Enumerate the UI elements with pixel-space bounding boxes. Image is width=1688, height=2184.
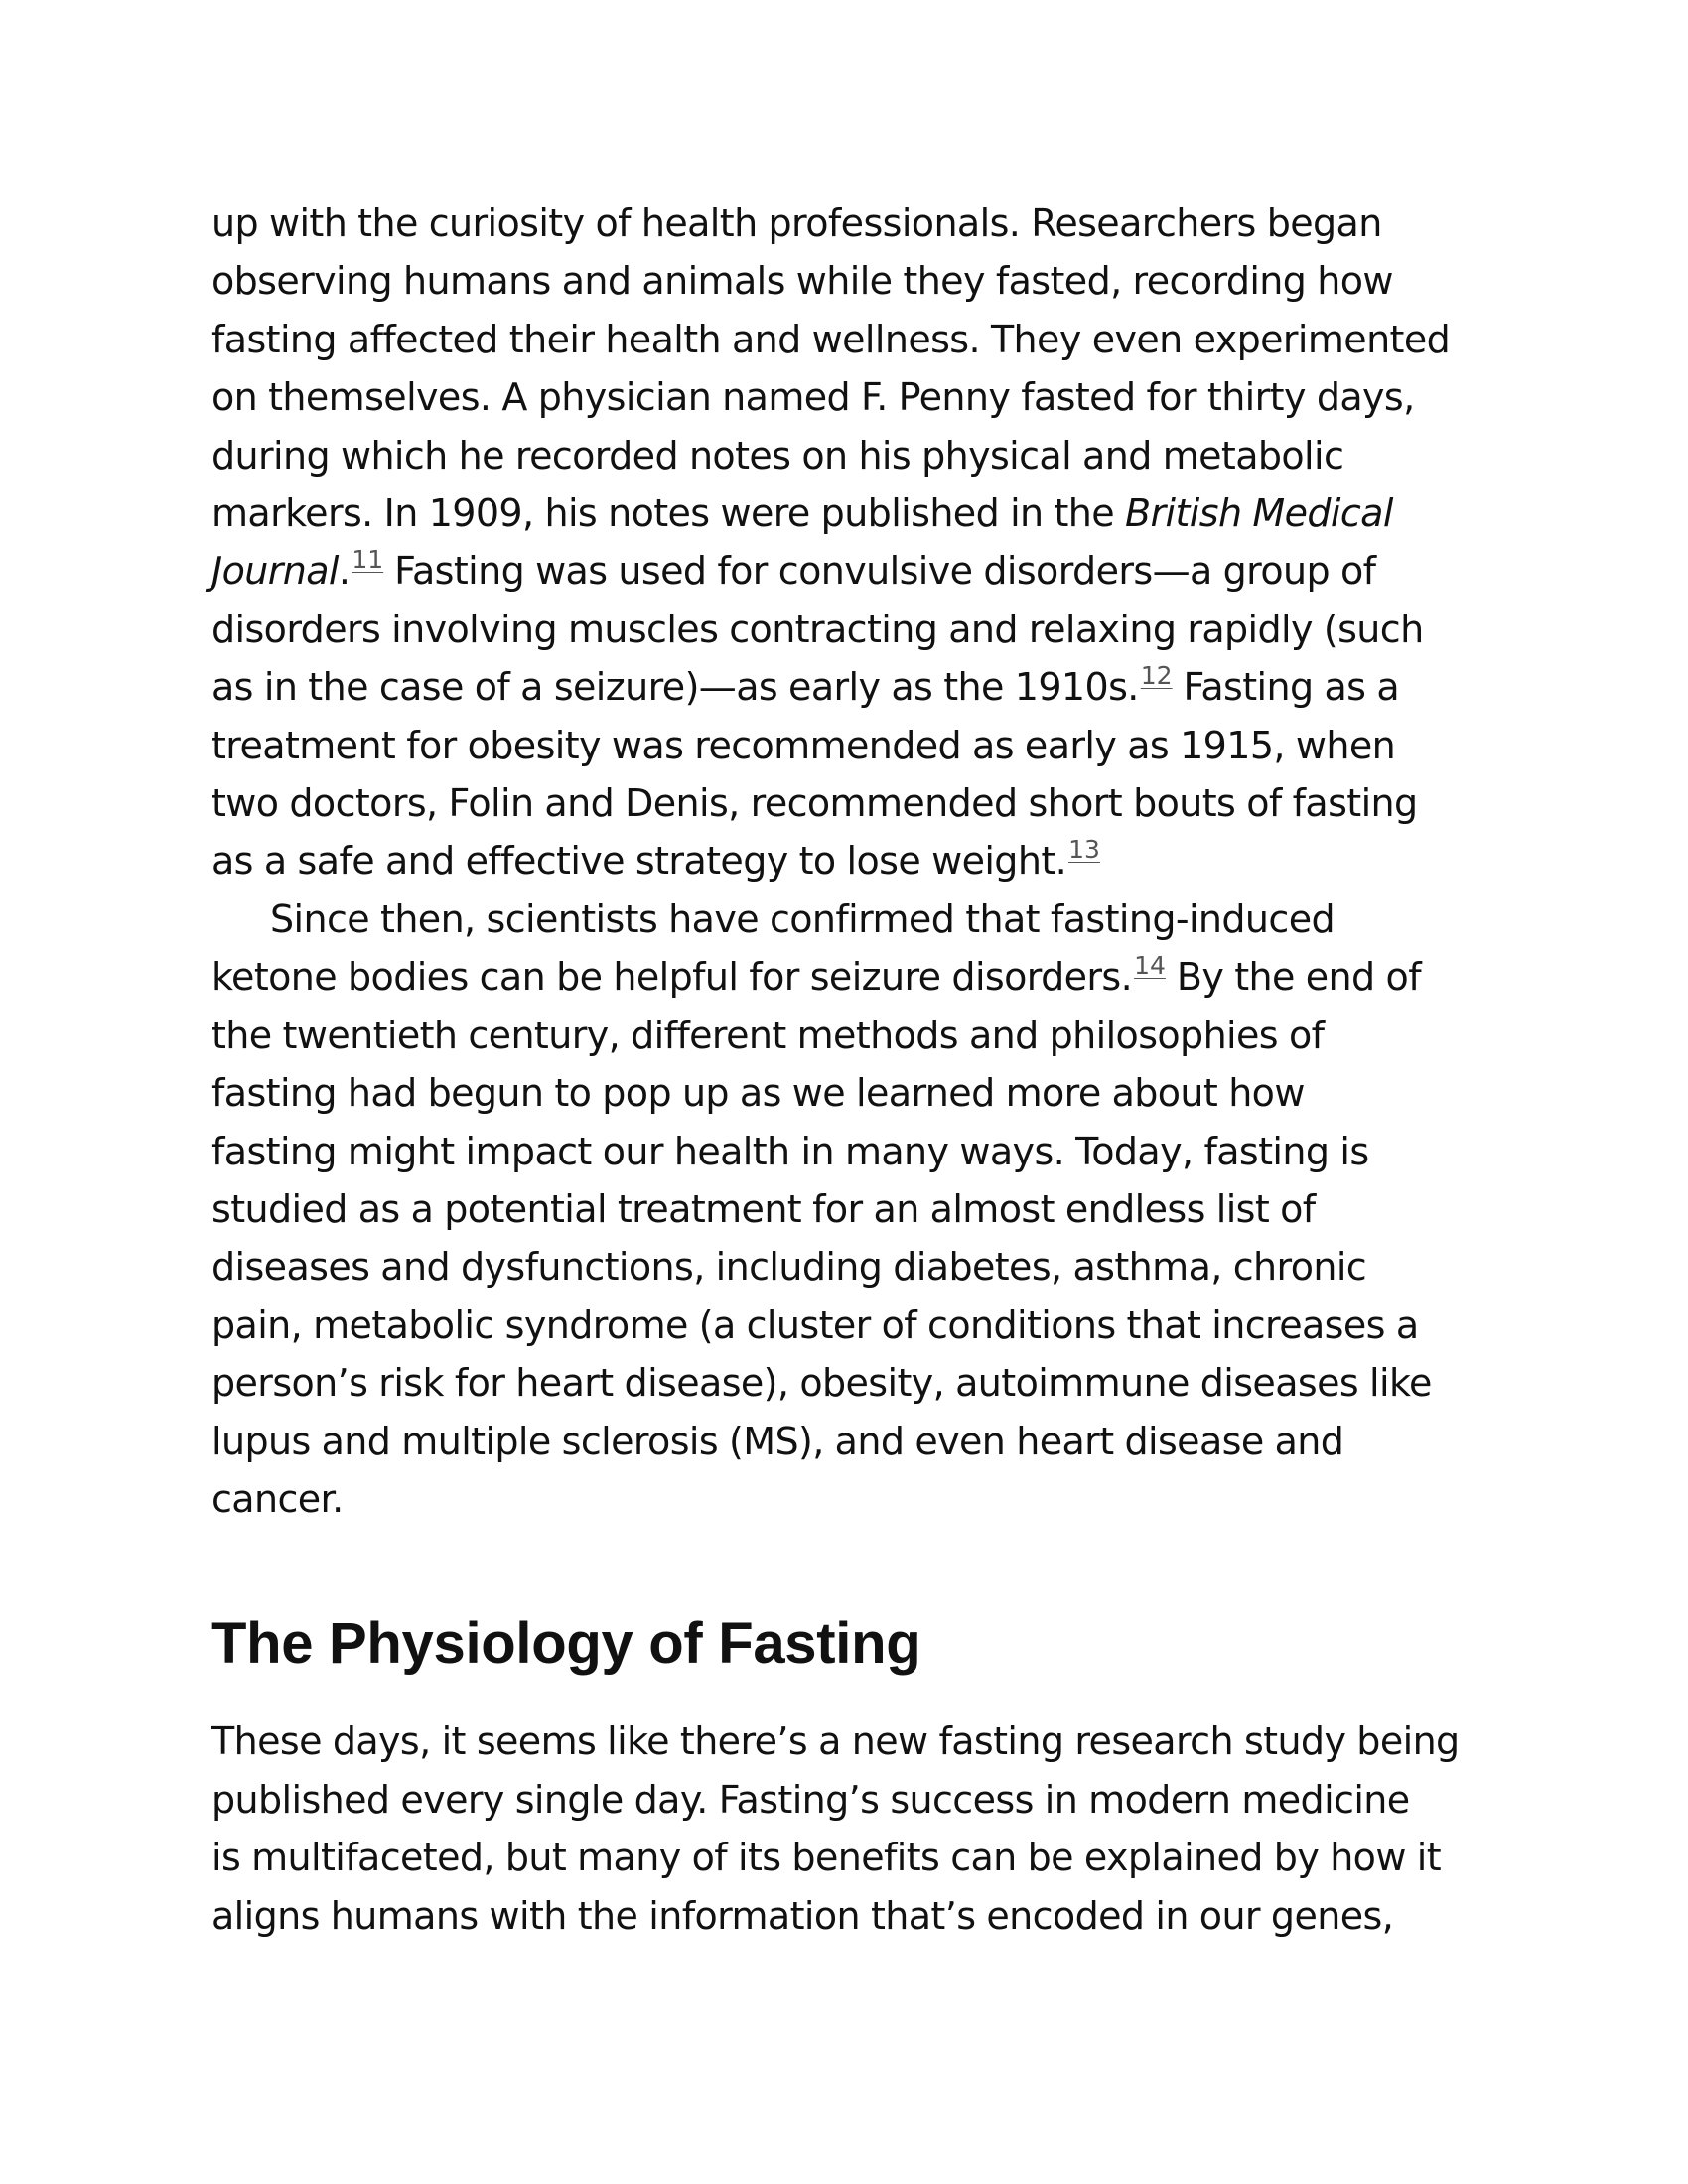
text-line: up with the curiosity of health professionals. Researchers began [211,202,1382,245]
footnote-link-14[interactable]: 14 [1134,951,1166,981]
text-line: published every single day. Fasting’s success in modern medicine [211,1777,1410,1822]
text-segment: By the end of [1165,955,1421,1000]
text-line [211,948,1477,1006]
paragraph-physiology [211,1712,1477,1945]
text-line: during which he recorded notes on his physical and metabolic [211,433,1344,478]
paragraph-history [211,195,1477,890]
text-line: treatment for obesity was recommended as early as 1915, when [211,723,1396,767]
footnote-link-12[interactable]: 12 [1140,661,1173,691]
text-line [211,542,1477,600]
text-line: the twentieth century, different methods and philosophies of [211,1013,1325,1057]
text-line: aligns humans with the information that’s encoded in our genes, [211,1893,1394,1938]
text-line: Since then, scientists have confirmed that fasting-induced [270,896,1336,941]
text-line: observing humans and animals while they fasted, recording how [211,259,1393,304]
text-line [211,484,1477,542]
text-line [211,658,1477,716]
text-line: studied as a potential treatment for an almost endless list of [211,1186,1316,1231]
text-line [211,832,1477,889]
text-segment: Fasting was used for convulsive disorders—a group of [383,549,1376,594]
text-segment: markers. In 1909, his notes were published in the [211,491,1126,536]
text-line: on themselves. A physician named F. Penny fasted for thirty days, [211,375,1415,420]
text-line: fasting might impact our health in many ways. Today, fasting is [211,1129,1369,1173]
section-heading: The Physiology of Fasting [211,1611,921,1677]
text-line: These days, it seems like there’s a new fasting research study being [211,1719,1460,1764]
text-segment: Fasting as a [1172,665,1400,710]
text-line: diseases and dysfunctions, including diabetes, asthma, chronic [211,1245,1367,1290]
text-segment: as in the case of a seizure)—as early as the 1910s. [211,665,1139,710]
footnote-link-11[interactable]: 11 [352,545,384,575]
footnote-link-13[interactable]: 13 [1068,835,1100,865]
text-line: is multifaceted, but many of its benefits can be explained by how it [211,1836,1442,1880]
text-line: two doctors, Folin and Denis, recommended short bouts of fasting [211,781,1418,826]
text-line: disorders involving muscles contracting and relaxing rapidly (such [211,607,1424,651]
text-line: lupus and multiple sclerosis (MS), and even heart disease and [211,1419,1344,1463]
text-segment: ketone bodies can be helpful for seizure disorders. [211,955,1133,1000]
journal-title: Journal [211,549,339,594]
text-segment: as a safe and effective strategy to lose weight. [211,839,1067,884]
text-line: person’s risk for heart disease), obesity, autoimmune diseases like [211,1361,1432,1406]
page-body [211,195,1477,1945]
text-line: cancer. [211,1476,344,1521]
journal-title: British Medical [1125,491,1393,536]
text-line: fasting had begun to pop up as we learned more about how [211,1071,1305,1116]
paragraph-modern-research [211,890,1477,1528]
text-line: pain, metabolic syndrome (a cluster of conditions that increases a [211,1302,1419,1347]
text-line: fasting affected their health and wellness. They even experimented [211,317,1451,361]
text-segment: . [338,549,351,594]
